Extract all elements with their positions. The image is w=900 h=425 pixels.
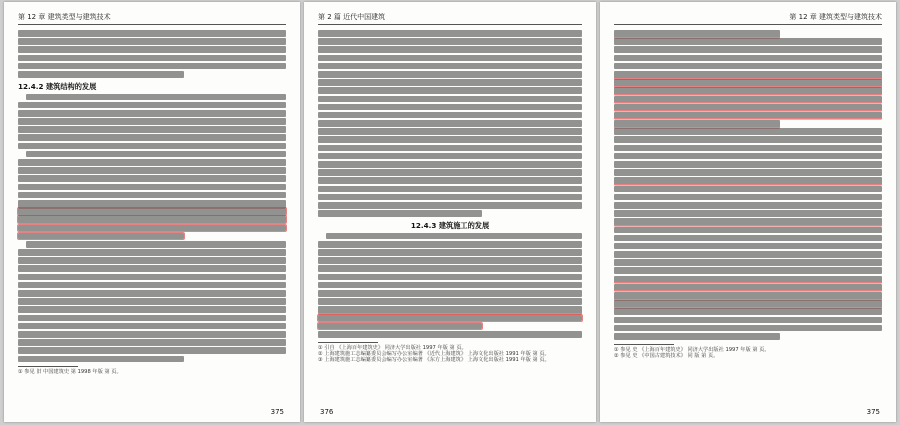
page-middle xyxy=(304,2,596,422)
footnote: ③ 上海建筑施工志编纂委员会编写办公室编著 《东方上海建筑》 上海文化出版社 1991 年版 第 页。 xyxy=(318,356,550,363)
header-title: 第 2 篇 近代中国建筑 xyxy=(318,13,386,21)
highlighted-line xyxy=(614,71,882,78)
running-header xyxy=(18,12,286,25)
highlighted-line xyxy=(614,276,882,283)
page-number: 375 xyxy=(270,408,284,416)
body-text xyxy=(318,30,582,363)
highlighted-line xyxy=(18,225,286,232)
footnote: ② 上海建筑施工志编纂委员会编写办公室编著 《近代上海建筑》 上海文化出版社 1991 年版 第 页。 xyxy=(318,350,550,357)
section-heading: 12.4.3 建筑施工的发展 xyxy=(410,220,490,230)
highlighted-line xyxy=(614,96,882,103)
highlighted-line xyxy=(18,208,286,215)
page-right xyxy=(600,2,896,422)
footnote: ① 参见 史 《上海百年建筑史》 同济大学出版社 1997 年版 第 页。 xyxy=(614,346,770,353)
highlighted-line xyxy=(614,30,780,37)
highlighted-line xyxy=(318,323,482,330)
footnote: ① 参见 旧 中国建筑史 第 1998 年版 第 页。 xyxy=(18,369,122,376)
highlighted-line xyxy=(614,87,882,94)
highlighted-line xyxy=(614,120,780,127)
highlighted-line xyxy=(614,177,882,184)
highlighted-line xyxy=(614,292,882,299)
highlighted-line xyxy=(614,104,882,111)
section-heading: 12.4.2 建筑结构的发展 xyxy=(18,81,97,91)
highlighted-line xyxy=(614,300,882,307)
highlighted-line xyxy=(18,233,184,240)
body-text xyxy=(614,30,882,359)
page-number: 375 xyxy=(866,408,880,416)
highlighted-line xyxy=(18,200,286,207)
footnote: ② 参见 史 《中国古建筑技术》 同 版 第 页。 xyxy=(614,352,719,359)
header-title: 第 12 章 建筑类型与建筑技术 xyxy=(18,13,111,21)
page-number: 376 xyxy=(320,408,334,416)
highlighted-line xyxy=(614,218,882,225)
header-title: 第 12 章 建筑类型与建筑技术 xyxy=(789,13,882,21)
footnote: ① 引自 《上海百年建筑史》 同济大学出版社 1997 年版 第 页。 xyxy=(318,344,467,351)
running-header xyxy=(318,12,582,25)
running-header xyxy=(614,12,882,25)
highlighted-line xyxy=(614,112,882,119)
highlighted-line xyxy=(614,79,882,86)
highlighted-line xyxy=(318,306,582,313)
highlighted-line xyxy=(18,216,286,223)
highlighted-line xyxy=(318,315,582,322)
page-left xyxy=(4,2,300,422)
body-text xyxy=(18,30,286,375)
highlighted-line xyxy=(614,284,882,291)
